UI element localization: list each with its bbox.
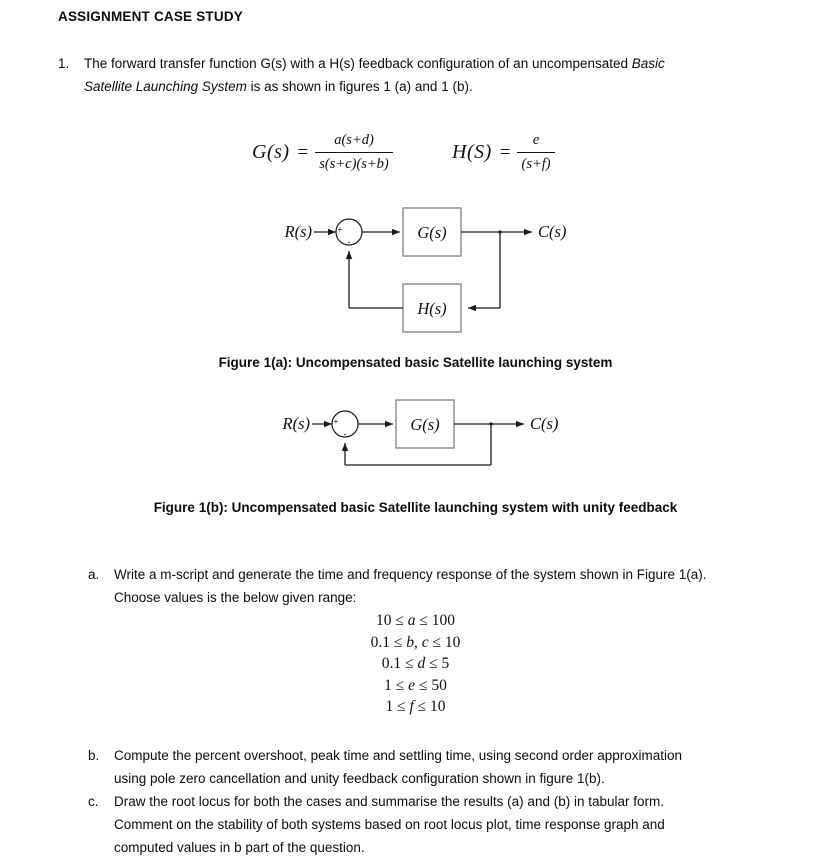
figure-1a-feedback-block-label: H(s) (417, 299, 447, 318)
part-c (88, 790, 788, 859)
equation-hs-lhs: H(S) (452, 141, 492, 164)
equation-gs-numerator: a(s+d) (334, 132, 374, 148)
block-diagram-figure-1b-svg (250, 393, 590, 483)
figure-1b-output-label: C(s) (530, 414, 559, 433)
takeoff-point (498, 230, 501, 233)
figure-1a-summing-minus: - (347, 237, 351, 247)
parameter-range-a: 10 ≤ a ≤ 100 (375, 612, 456, 629)
figure-1a-caption: Figure 1(a): Uncompensated basic Satellite launching system (218, 355, 613, 370)
equation-hs-fraction (517, 130, 554, 175)
part-c-line3: computed values in b part of the question. (114, 840, 365, 855)
figure-1b-summing-minus: - (343, 429, 347, 439)
page-title: ASSIGNMENT CASE STUDY (58, 9, 243, 24)
equation-hs (452, 130, 555, 175)
part-a-marker: a. (88, 567, 100, 582)
figure-1a-forward-block-label: G(s) (417, 223, 447, 242)
equation-gs-denominator: s(s+c)(s+b) (319, 156, 389, 173)
part-b (88, 744, 788, 790)
equation-gs-equals: = (297, 141, 309, 163)
part-c-text (114, 790, 788, 859)
part-b-line2: using pole zero cancellation and unity feedback configuration shown in figure 1(b). (114, 771, 605, 786)
block-diagram-figure-1b (250, 393, 590, 483)
figure-1b-caption: Figure 1(b): Uncompensated basic Satellite launching system with unity feedback (153, 500, 678, 515)
equation-hs-equals: = (499, 141, 511, 163)
question-text (84, 52, 788, 98)
figure-1a-summing-plus: + (337, 225, 343, 234)
equation-gs-lhs: G(s) (252, 141, 290, 164)
equation-gs (252, 130, 393, 175)
block-diagram-figure-1a (260, 200, 600, 345)
part-c-marker: c. (88, 794, 99, 809)
block-diagram-figure-1a-svg (260, 200, 600, 345)
question-text-italic-2: Satellite Launching System (84, 79, 247, 94)
equation-hs-denominator: (s+f) (521, 156, 551, 173)
part-a-line1: Write a m-script and generate the time and frequency response of the system shown in Figure 1(a). (114, 567, 707, 582)
question-number: 1. (58, 56, 70, 71)
figure-1b-input-label: R(s) (282, 414, 310, 433)
question-text-line2 (84, 75, 788, 98)
part-a-text (114, 563, 788, 609)
parameter-range-f: 1 ≤ f ≤ 10 (385, 698, 446, 715)
question-text-italic-1: Basic (631, 56, 665, 71)
takeoff-point (489, 422, 492, 425)
parameter-range-d: 0.1 ≤ d ≤ 5 (381, 655, 450, 672)
figure-1a-input-label: R(s) (284, 222, 312, 241)
figure-1b-summing-plus: + (333, 417, 339, 426)
equation-hs-numerator: e (532, 132, 540, 148)
parameter-range-b-c: 0.1 ≤ b, c ≤ 10 (370, 633, 461, 651)
equation-gs-fraction (315, 130, 393, 175)
part-a (88, 563, 788, 609)
parameter-range-e: 1 ≤ e ≤ 50 (384, 676, 447, 694)
part-c-line1: Draw the root locus for both the cases and summarise the results (a) and (b) in tabular form. (114, 794, 664, 809)
part-b-line1: Compute the percent overshoot, peak time and settling time, using second order approximation (114, 748, 683, 763)
part-b-marker: b. (88, 748, 100, 763)
part-a-line2: Choose values is the below given range: (114, 590, 357, 605)
equations-row (0, 130, 831, 188)
figure-1a-output-label: C(s) (538, 222, 567, 241)
part-c-line2: Comment on the stability of both systems based on root locus plot, time response graph and (114, 817, 665, 832)
parameter-ranges (0, 610, 831, 718)
part-b-text (114, 744, 788, 790)
question-item-1 (58, 52, 788, 98)
question-text-part2: is as shown in figures 1 (a) and 1 (b). (246, 79, 473, 94)
figure-1b-forward-block-label: G(s) (410, 415, 440, 434)
question-text-part1: The forward transfer function G(s) with a H(s) feedback configuration of an uncompensated (84, 56, 632, 71)
